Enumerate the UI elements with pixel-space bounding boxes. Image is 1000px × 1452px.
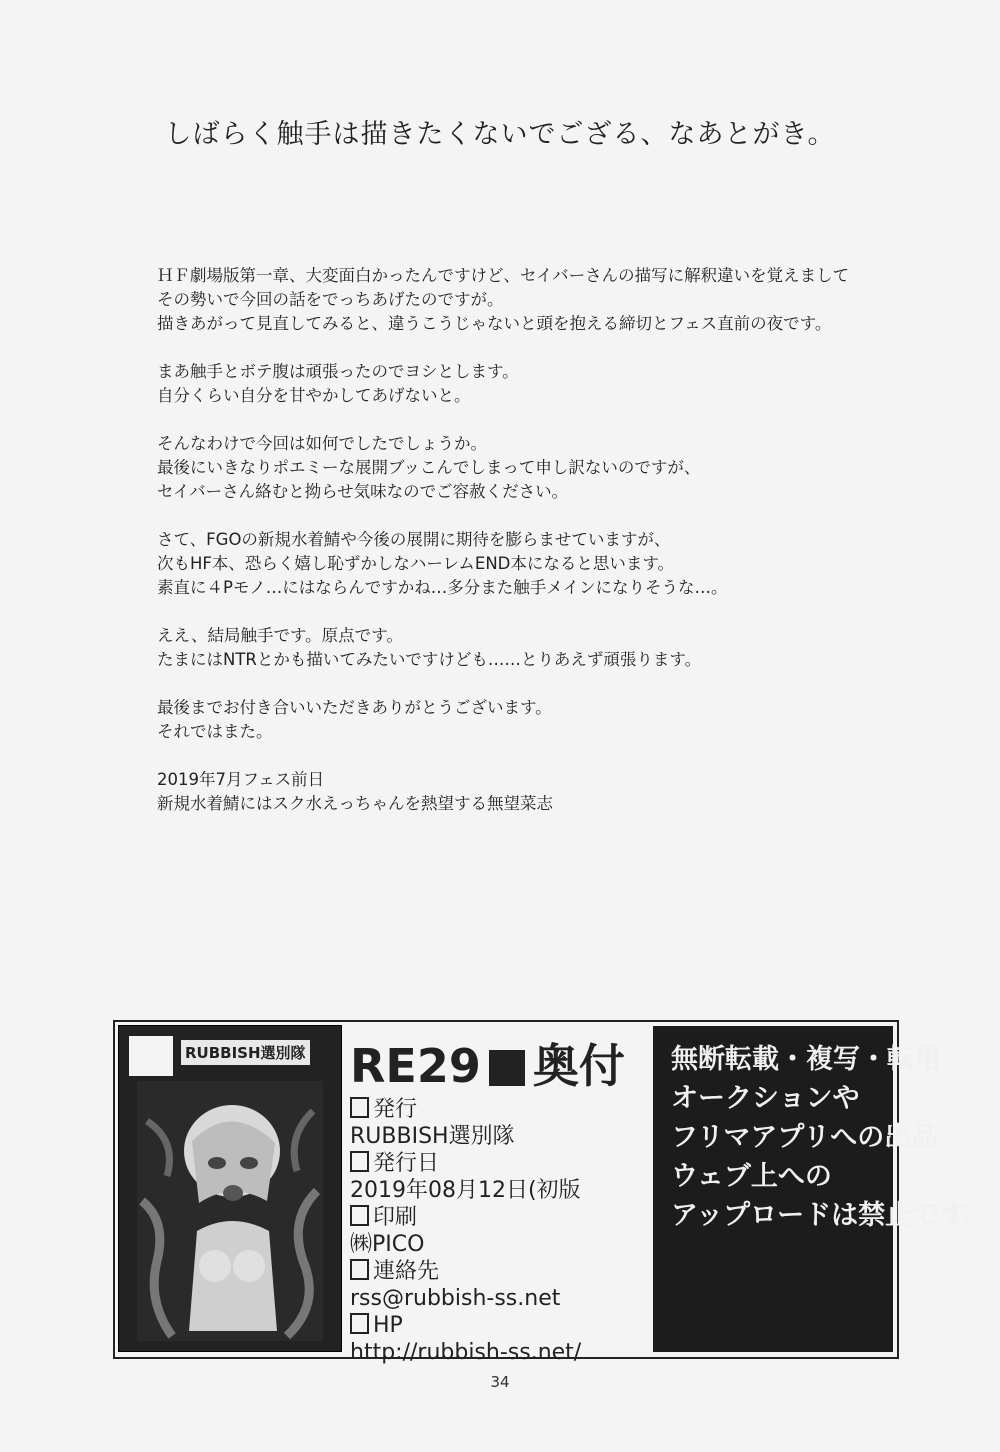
cover-thumbnail <box>118 1025 342 1352</box>
checkbox-square-icon <box>350 1313 369 1334</box>
warning-line: ウェブ上への <box>671 1161 832 1192</box>
colophon-info <box>350 1022 650 1365</box>
text-line: 最後にいきなりポエミーな展開ブッこんでしまって申し訳ないのですが、 <box>157 458 701 477</box>
url-value: http://rubbish-ss.net/ <box>350 1340 582 1365</box>
cover-logo-box <box>129 1036 173 1076</box>
colophon <box>113 1020 991 1365</box>
issue-code: RE29 <box>350 1039 481 1093</box>
checkbox-square-icon <box>350 1205 369 1226</box>
publisher-label: 発行 <box>350 1096 581 1123</box>
paragraph <box>157 624 897 672</box>
text-line: 次もHF本、恐らく嬉し恥ずかしなハーレムEND本になると思います。 <box>157 554 675 573</box>
warning-line: フリマアプリへの出品 <box>671 1122 939 1153</box>
text-line: 自分くらい自分を甘やかしてあげないと。 <box>157 386 471 405</box>
afterword-title: しばらく触手は描きたくないでござる、なあとがき。 <box>164 119 836 150</box>
text-line: 最後までお付き合いいただきありがとうございます。 <box>157 698 552 717</box>
checkbox-square-icon <box>350 1259 369 1280</box>
publisher-value: RUBBISH選別隊 <box>350 1124 515 1149</box>
afterword-body <box>157 264 897 816</box>
hp-label: HP <box>350 1312 581 1339</box>
paragraph <box>157 432 897 504</box>
email-value: rss@rubbish-ss.net <box>350 1286 561 1311</box>
text-line: たまにはNTRとかも描いてみたいですけども……とりあえず頑張ります。 <box>157 650 702 669</box>
text-line: それではまた。 <box>157 722 273 741</box>
date-value: 2019年08月12日(初版 <box>350 1178 581 1203</box>
text-line: さて、FGOの新規水着鯖や今後の展開に期待を膨らませていますが、 <box>157 530 671 549</box>
paragraph <box>157 696 897 744</box>
paragraph <box>157 264 897 336</box>
date-label: 発行日 <box>350 1150 581 1177</box>
text-line: ＨＦ劇場版第一章、大変面白かったんですけど、セイバーさんの描写に解釈違いを覚えまして <box>157 266 850 285</box>
cover-illustration <box>137 1081 323 1341</box>
text-line: その勢いで今回の話をでっちあげたのですが。 <box>157 290 504 309</box>
checkbox-square-icon <box>350 1151 369 1172</box>
text-line: そんなわけで今回は如何でしたでしょうか。 <box>157 434 487 453</box>
warning-text <box>671 1040 991 1235</box>
author-line: 新規水着鯖にはスク水えっちゃんを熱望する無望菜志 <box>157 794 553 813</box>
text-line: 素直に４Pモノ…にはならんですかね…多分また触手メインになりそうな…。 <box>157 578 728 597</box>
printer-label: 印刷 <box>350 1204 581 1231</box>
text-line: ええ、結局触手です。原点です。 <box>157 626 403 645</box>
warning-line: 無断転載・複写・転用 <box>671 1044 941 1075</box>
copyright-warning <box>653 1026 991 1352</box>
square-bullet-icon <box>489 1050 525 1086</box>
colophon-heading-text: 奥付 <box>532 1039 625 1093</box>
checkbox-square-icon <box>350 1097 369 1118</box>
page-number: 34 <box>490 1373 510 1391</box>
paragraph <box>157 528 897 600</box>
printer-value: ㈱PICO <box>350 1232 425 1257</box>
signature <box>157 768 897 816</box>
warning-line: オークションや <box>671 1083 860 1114</box>
date-line: 2019年7月フェス前日 <box>157 770 325 789</box>
text-line: まあ触手とボテ腹は頑張ったのでヨシとします。 <box>157 362 519 381</box>
text-line: セイバーさん絡むと拗らせ気味なのでご容赦ください。 <box>157 482 569 501</box>
cover-circle-label: RUBBISH選別隊 <box>181 1040 310 1065</box>
colophon-details <box>350 1096 581 1366</box>
warning-line: アップロードは禁止です。 <box>671 1200 991 1231</box>
contact-label: 連絡先 <box>350 1258 581 1285</box>
text-line: 描きあがって見直してみると、違うこうじゃないと頭を抱える締切とフェス直前の夜です。 <box>157 314 832 333</box>
colophon-heading <box>350 1030 625 1096</box>
paragraph <box>157 360 897 408</box>
